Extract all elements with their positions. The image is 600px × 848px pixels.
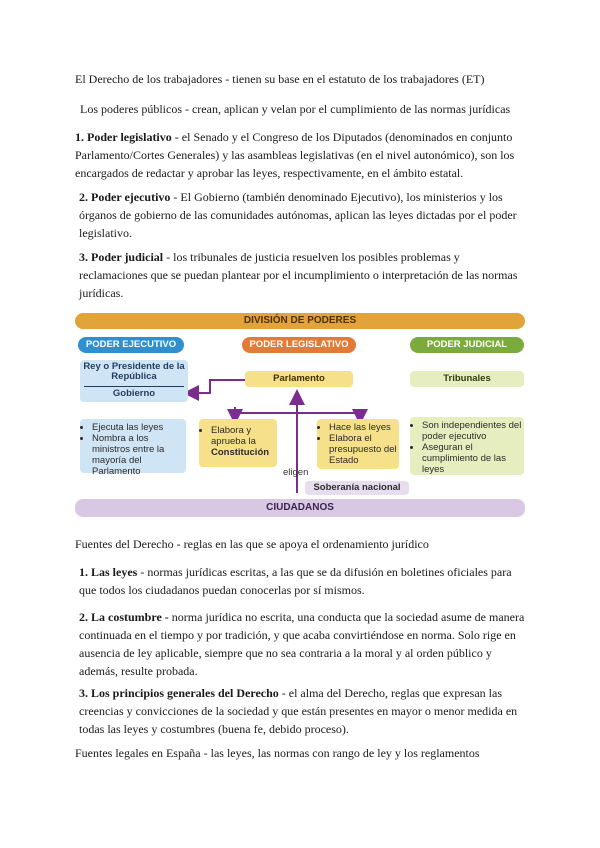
fuentes-derecho-intro: Fuentes del Derecho - reglas en las que se apoya el ordenamiento jurídico [75,537,429,551]
tribunales-label: Tribunales [410,371,524,387]
constitucion-text: Elabora y aprueba la [211,425,256,447]
fuente-leyes-text: - normas jurídicas escritas, a las que se da difusión en boletines oficiales para que todos los ciudadanos puedan conocerlas por sí mismos. [79,565,512,597]
fuentes-legales-espana: Fuentes legales en España - las leyes, las normas con rango de ley y los reglamentos [75,746,480,760]
leyes-item: • Elabora el presupuesto del Estado [329,433,397,466]
division-poderes-diagram [75,313,525,520]
fuente-principios-paragraph [75,684,531,738]
constitucion-bold: Constitución [211,447,270,458]
poder-ejecutivo-text: - El Gobierno (también denominado Ejecutivo), los ministerios y los órganos de gobierno de las comunidades autónomas, aplican las leyes dictadas por el poder legislativo. [79,190,517,240]
fuente-leyes-title: 1. Las leyes [79,565,138,579]
parlamento-label: Parlamento [245,371,353,387]
judicial-function-item: • Aseguran el cumplimiento de las leyes [422,442,522,475]
arrow-parlamento-gobierno [191,380,245,393]
poder-judicial-title: 3. Poder judicial [79,250,164,264]
soberania-nacional-label: Soberanía nacional [305,481,409,495]
ejecutivo-function-item: • Ejecuta las leyes [92,422,184,433]
ciudadanos-bar: CIUDADANOS [75,499,525,517]
ejecutivo-functions-box [80,419,186,477]
poder-judicial-text: - los tribunales de justicia resuelven los posibles problemas y reclamaciones que se puedan plantear por el incumplimiento o interpretación de las normas jurídicas. [79,250,518,300]
fuente-costumbre-paragraph [75,608,531,680]
diagram-title: DIVISIÓN DE PODERES [75,313,525,329]
fuente-costumbre-title: 2. La costumbre - [79,610,169,624]
poder-legislativo-title: 1. Poder legislativo [75,130,172,144]
constitucion-box [199,419,277,467]
ejecutivo-function-item: • Nombra a los ministros entre la mayoría del Parlamento [92,433,184,477]
poder-legislativo-text: - el Senado y el Congreso de los Diputados (denominados en conjunto Parlamento/Cortes Generales) y las asambleas legislativas (en el nivel autonómico), son los encargados de redactar y aprobar las leyes, respectivamente, en el ámbito estatal. [75,130,515,180]
poder-ejecutivo-paragraph [75,188,531,242]
leyes-item: • Hace las leyes [329,422,397,433]
gobierno-label: Gobierno [112,388,156,399]
rey-gobierno-box [80,360,188,402]
poder-legislativo-header: PODER LEGISLATIVO [242,337,356,353]
fuente-principios-text: - el alma del Derecho, reglas que expresan las creencias y convicciones de la sociedad y que están presentes en mayor o menor medida en todas las leyes y costumbres (buena fe, debido proceso). [79,686,518,736]
constitucion-list [201,425,275,458]
leyes-list [319,422,397,466]
judicial-function-item: • Son independientes del poder ejecutivo [422,420,522,442]
intro-derecho-trabajadores: El Derecho de los trabajadores - tienen su base en el estatuto de los trabajadores (ET) [75,72,485,86]
judicial-functions-box [410,417,524,475]
rey-presidente-label: Rey o Presidente de la República [83,361,185,382]
fuente-principios-title: 3. Los principios generales del Derecho [79,686,279,700]
poder-judicial-paragraph [75,248,531,302]
poder-judicial-header: PODER JUDICIAL [410,337,524,353]
poder-legislativo-paragraph [75,128,527,182]
eligen-label: eligen [283,467,309,478]
intro-poderes-publicos: Los poderes públicos - crean, aplican y velan por el cumplimiento de las normas jurídicas [80,102,511,116]
leyes-box [317,419,399,469]
fuente-leyes-paragraph [75,563,531,599]
rey-gobierno-divider [84,386,184,387]
constitucion-item [211,425,275,458]
poder-ejecutivo-header: PODER EJECUTIVO [78,337,184,353]
poder-ejecutivo-title: 2. Poder ejecutivo [79,190,171,204]
judicial-functions-list [412,420,522,475]
fuente-costumbre-text: norma jurídica no escrita, una conducta que la sociedad asume de manera continuada en el tiempo y por tradición, y que acaba convirtiéndose en norma. Solo rige en ausencia de ley aplicable, siempre que no sea contraria a la moral y al orden público y además, resulte probada. [79,610,525,678]
ejecutivo-functions-list [82,422,184,477]
